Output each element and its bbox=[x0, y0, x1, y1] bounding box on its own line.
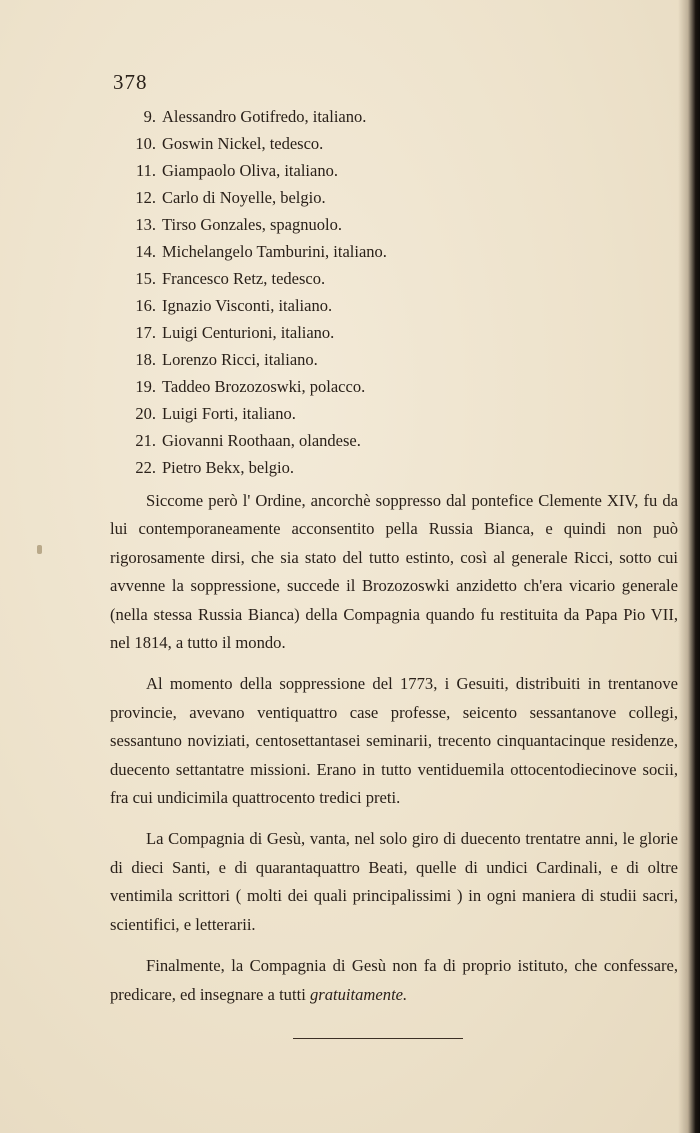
generals-list bbox=[110, 103, 670, 481]
list-item bbox=[110, 211, 670, 238]
list-item-number: 19. bbox=[135, 377, 156, 396]
list-item-text: Tirso Gonzales, spagnuolo. bbox=[162, 215, 342, 234]
paragraph: Al momento della soppressione del 1773, i Gesuiti, distribuiti in trentanove provincie, avevano ventiquattro case professe, seicento sessantanove collegi, sessantuno noviziati, centosettantasei seminarii, trecento cinquantacinque residenze, duecento settantatre missioni. Erano in tutto ventiduemila ottocentodiecinove socii, fra cui undicimila quattrocento tredici preti. bbox=[110, 674, 678, 808]
list-item-text: Giovanni Roothaan, olandese. bbox=[162, 431, 361, 450]
list-item-number: 12. bbox=[135, 188, 156, 207]
list-item-text: Taddeo Brozozoswki, polacco. bbox=[162, 377, 366, 396]
list-item-number: 13. bbox=[135, 215, 156, 234]
list-item-number: 18. bbox=[135, 350, 156, 369]
list-item-number: 9. bbox=[143, 107, 156, 126]
list-item-text: Carlo di Noyelle, belgio. bbox=[162, 188, 326, 207]
list-item-text: Goswin Nickel, tedesco. bbox=[162, 134, 324, 153]
list-item-number: 22. bbox=[135, 458, 156, 477]
page-number: 378 bbox=[113, 70, 148, 94]
end-rule bbox=[293, 1038, 463, 1039]
list-item bbox=[110, 373, 670, 400]
list-item bbox=[110, 454, 670, 481]
list-item bbox=[110, 292, 670, 319]
list-item-text: Luigi Forti, italiano. bbox=[162, 404, 296, 423]
list-item bbox=[110, 184, 670, 211]
list-item-number: 14. bbox=[135, 242, 156, 261]
list-item-text: Pietro Bekx, belgio. bbox=[162, 458, 294, 477]
list-item bbox=[110, 103, 670, 130]
body-text bbox=[110, 487, 678, 1009]
list-item-text: Michelangelo Tamburini, italiano. bbox=[162, 242, 387, 261]
emphasized-word: gratuitamente. bbox=[309, 984, 408, 1004]
list-item-number: 20. bbox=[135, 404, 156, 423]
list-item-text: Alessandro Gotifredo, italiano. bbox=[162, 107, 367, 126]
paragraph: Siccome però l' Ordine, ancorchè soppresso dal pontefice Clemente XIV, fu da lui contemporaneamente acconsentito pella Russia Bianca, e quindi non può rigorosamente dirsi, che sia stato del tutto estinto, così al generale Ricci, sotto cui avvenne la soppressione, succede il Brozozoswki anzidetto ch'era vicario generale (nella stessa Russia Bianca) della Compagnia quando fu restituita da Papa Pio VII, nel 1814, a tutto il mondo. bbox=[110, 491, 678, 653]
list-item-text: Ignazio Visconti, italiano. bbox=[162, 296, 333, 315]
list-item bbox=[110, 400, 670, 427]
list-item bbox=[110, 238, 670, 265]
list-item bbox=[110, 319, 670, 346]
list-item-number: 17. bbox=[135, 323, 156, 342]
list-item-number: 21. bbox=[135, 431, 156, 450]
list-item-text: Francesco Retz, tedesco. bbox=[162, 269, 326, 288]
list-item bbox=[110, 427, 670, 454]
list-item-text: Lorenzo Ricci, italiano. bbox=[162, 350, 318, 369]
list-item-text: Luigi Centurioni, italiano. bbox=[162, 323, 335, 342]
list-item bbox=[110, 157, 670, 184]
page-edge-shadow bbox=[678, 0, 700, 1133]
list-item-number: 10. bbox=[135, 134, 156, 153]
paragraph-text: Finalmente, la Compagnia di Gesù non fa di proprio istituto, che confessare, predicare, ed insegnare a tutti bbox=[110, 956, 678, 1004]
list-item-number: 15. bbox=[135, 269, 156, 288]
paragraph bbox=[110, 952, 678, 1009]
list-item-text: Giampaolo Oliva, italiano. bbox=[162, 161, 338, 180]
list-item bbox=[110, 346, 670, 373]
list-item bbox=[110, 130, 670, 157]
margin-mark bbox=[37, 545, 42, 554]
paragraph: La Compagnia di Gesù, vanta, nel solo giro di duecento trentatre anni, le glorie di dieci Santi, e di quarantaquattro Beati, quelle di undici Cardinali, e di oltre ventimila scrittori ( molti dei quali principalissimi ) in ogni maniera di studii sacri, scientifici, e letterarii. bbox=[110, 829, 678, 934]
list-item-number: 11. bbox=[135, 161, 156, 180]
list-item-number: 16. bbox=[135, 296, 156, 315]
list-item bbox=[110, 265, 670, 292]
